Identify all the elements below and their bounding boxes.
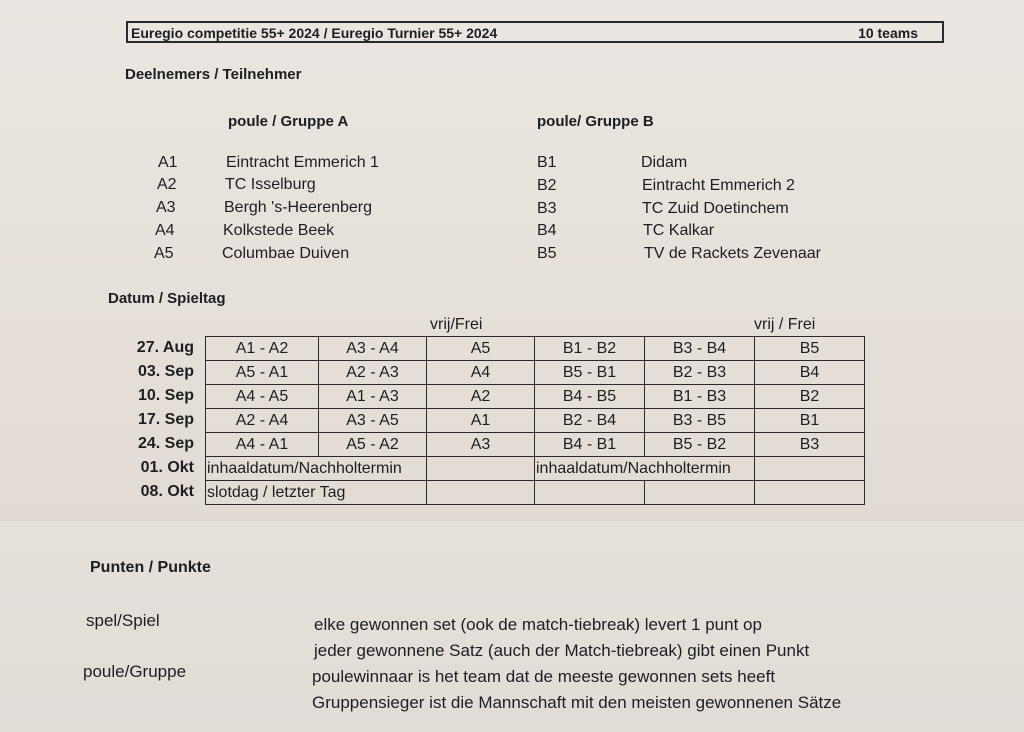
free-label-a: vrij/Frei — [430, 316, 483, 333]
group-b-heading: poule/ Gruppe B — [537, 113, 654, 130]
match-cell: A1 - A3 — [319, 385, 427, 409]
document-title: Euregio competitie 55+ 2024 / Euregio Turnier 55+ 2024 — [131, 25, 498, 41]
empty-cell — [427, 457, 535, 481]
table-row — [206, 433, 865, 457]
match-cell: A1 - A2 — [206, 337, 319, 361]
schedule-date: 27. Aug — [136, 339, 194, 356]
team-code: A2 — [157, 176, 177, 193]
group-a-heading: poule / Gruppe A — [228, 113, 349, 130]
schedule-date: 03. Sep — [137, 363, 194, 380]
match-cell: A4 - A1 — [206, 433, 319, 457]
empty-cell — [755, 481, 865, 505]
team-name: Eintracht Emmerich 1 — [226, 154, 379, 171]
match-cell: A3 - A5 — [319, 409, 427, 433]
final-day-cell: slotdag / letzter Tag — [206, 481, 427, 505]
team-code: B3 — [537, 200, 557, 217]
team-code: A3 — [156, 199, 176, 216]
points-heading: Punten / Punkte — [90, 559, 211, 576]
match-cell: A3 - A4 — [319, 337, 427, 361]
group-text-de: Gruppensieger ist die Mannschaft mit den meisten gewonnenen Sätze — [312, 693, 842, 712]
catchup-cell: inhaaldatum/Nachholtermin — [535, 457, 755, 481]
catchup-cell: inhaaldatum/Nachholtermin — [206, 457, 427, 481]
free-cell: A5 — [427, 337, 535, 361]
match-cell: B3 - B4 — [645, 337, 755, 361]
team-code: B1 — [537, 154, 557, 171]
teams-count: 10 teams — [858, 25, 918, 41]
team-code: B2 — [537, 177, 557, 194]
schedule-date: 01. Okt — [140, 459, 194, 476]
match-cell: B2 - B4 — [535, 409, 645, 433]
game-text-de: jeder gewonnene Satz (auch der Match-tiebreak) gibt einen Punkt — [314, 641, 810, 660]
group-label: poule/Gruppe — [83, 662, 187, 681]
match-cell: A4 - A5 — [206, 385, 319, 409]
free-cell: A1 — [427, 409, 535, 433]
match-cell: B2 - B3 — [645, 361, 755, 385]
schedule-date: 17. Sep — [137, 411, 194, 428]
schedule-table — [205, 336, 865, 505]
team-name: Kolkstede Beek — [223, 222, 335, 239]
free-label-b: vrij / Frei — [754, 316, 816, 333]
table-row — [206, 385, 865, 409]
match-cell: A5 - A1 — [206, 361, 319, 385]
match-cell: A2 - A3 — [319, 361, 427, 385]
team-name: TC Isselburg — [225, 176, 316, 193]
schedule-date: 24. Sep — [137, 435, 194, 452]
empty-cell — [755, 457, 865, 481]
schedule-heading: Datum / Spieltag — [108, 290, 226, 307]
game-text-nl: elke gewonnen set (ook de match-tiebreak) levert 1 punt op — [314, 615, 762, 634]
team-code: A1 — [158, 154, 178, 171]
group-text-nl: poulewinnaar is het team dat de meeste gewonnen sets heeft — [312, 667, 776, 686]
free-cell: B5 — [755, 337, 865, 361]
match-cell: B5 - B1 — [535, 361, 645, 385]
free-cell: B4 — [755, 361, 865, 385]
match-cell: A5 - A2 — [319, 433, 427, 457]
empty-cell — [535, 481, 645, 505]
team-name: Bergh 's-Heerenberg — [224, 199, 373, 216]
team-name: Didam — [641, 154, 688, 171]
match-cell: B4 - B5 — [535, 385, 645, 409]
team-code: B4 — [537, 222, 557, 239]
team-name: TV de Rackets Zevenaar — [644, 245, 821, 262]
team-code: B5 — [537, 245, 557, 262]
free-cell: A4 — [427, 361, 535, 385]
team-code: A5 — [154, 245, 174, 262]
table-row — [206, 409, 865, 433]
team-name: TC Kalkar — [643, 222, 715, 239]
title-box — [126, 21, 944, 43]
team-name: Columbae Duiven — [222, 245, 350, 262]
match-cell: B3 - B5 — [645, 409, 755, 433]
table-row — [206, 337, 865, 361]
match-cell: B1 - B3 — [645, 385, 755, 409]
match-cell: B5 - B2 — [645, 433, 755, 457]
empty-cell — [427, 481, 535, 505]
table-row — [206, 457, 865, 481]
team-name: TC Zuid Doetinchem — [642, 200, 789, 217]
free-cell: B1 — [755, 409, 865, 433]
schedule-date: 10. Sep — [137, 387, 194, 404]
free-cell: A3 — [427, 433, 535, 457]
empty-cell — [645, 481, 755, 505]
match-cell: A2 - A4 — [206, 409, 319, 433]
schedule-date: 08. Okt — [140, 483, 194, 500]
free-cell: B3 — [755, 433, 865, 457]
match-cell: B1 - B2 — [535, 337, 645, 361]
table-row — [206, 481, 865, 505]
participants-heading: Deelnemers / Teilnehmer — [125, 66, 302, 83]
game-label: spel/Spiel — [86, 611, 160, 630]
table-row — [206, 361, 865, 385]
schedule-dates — [112, 336, 194, 504]
free-cell: A2 — [427, 385, 535, 409]
team-code: A4 — [155, 222, 175, 239]
free-cell: B2 — [755, 385, 865, 409]
match-cell: B4 - B1 — [535, 433, 645, 457]
team-name: Eintracht Emmerich 2 — [642, 177, 795, 194]
